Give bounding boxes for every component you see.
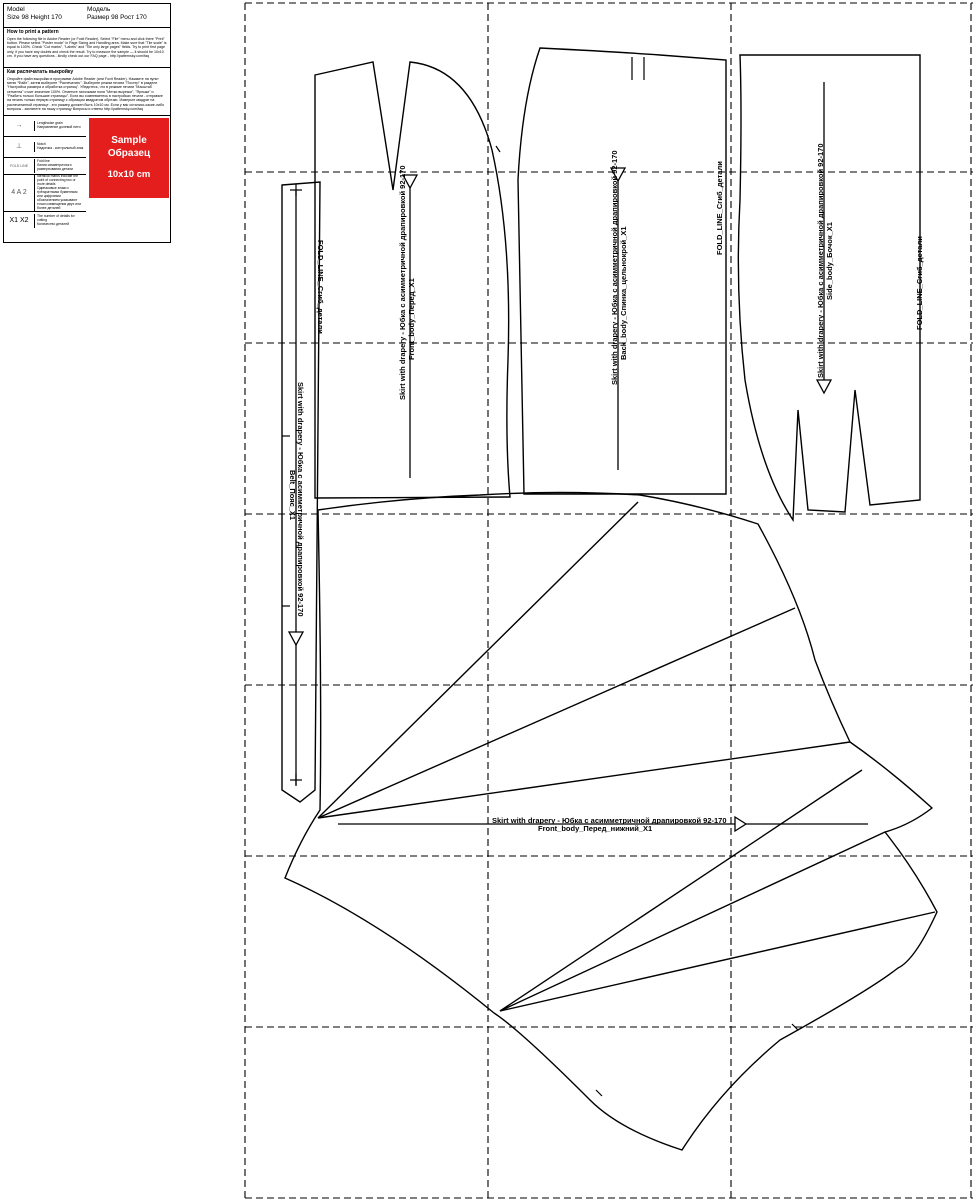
legend-bottom — [4, 116, 170, 242]
model-info-ru — [87, 6, 167, 25]
symbol-row — [4, 212, 86, 230]
sample-label-ru: Образец — [107, 148, 151, 159]
drape-piece-label: Skirt with drapery - Юбка с асимметричной драпировкой 92-170 — [492, 816, 727, 825]
front-piece-sublabel: Front_body_Перед_X1 — [407, 278, 416, 360]
instructions-text: Open the following file in Adobe Reader (or Foxit Reader). Select "File" menu and click there "Print" button. Please select "Poster mode" in Page Sizing and Handling area. Make sure that "Tile scale" is equal to 100%. Check "Cut marks", "Labels" and "Tile only large pages" fields. Try to print first page only, if you have any doubts and check the result. Try to measure the sample — it should be 10x10 cm. If you have any questions - kindly check out our FAQ page - http://patternsky.com/faq — [7, 36, 167, 58]
model-info-en — [7, 6, 87, 25]
grain-arrow — [817, 380, 831, 393]
sample-size: 10x10 cm — [107, 169, 151, 180]
symbol-row — [4, 137, 86, 158]
instructions-title-ru: Как распечатать выкройку — [7, 69, 74, 75]
symbol-desc: Notch Надсечка - контрольный знак — [34, 142, 86, 152]
symbol-row — [4, 158, 86, 175]
symbol-desc: The number of details for cutting Количество деталей — [34, 214, 86, 228]
symbol-desc: Fold line Линия симметричного развертывания детали — [34, 159, 86, 173]
legend-panel — [3, 3, 171, 243]
fold-line-icon: FOLD LINE — [9, 163, 29, 168]
sample-label: Sample — [111, 135, 147, 146]
grain-arrow-icon: → — [15, 121, 23, 129]
side-piece-label: Skirt with drapery - Юбка с асимметричной драпировкой 92-170 — [816, 143, 825, 378]
grain-arrow — [735, 817, 746, 831]
marks-icon: 4 A 2 — [11, 188, 27, 196]
symbol-row — [4, 116, 86, 137]
grain-arrow — [289, 632, 303, 645]
belt-piece-label: Skirt with drapery - Юбка с асимметричной драпировкой 92-170 — [296, 382, 305, 617]
pleat-line — [500, 770, 862, 1011]
front-piece-label: Skirt with drapery - Юбка с асимметричной драпировкой 92-170 — [398, 165, 407, 400]
symbol-legend — [4, 116, 86, 230]
pleat-line — [318, 502, 638, 818]
notch — [596, 1090, 602, 1096]
quantity-icon: X1 X2 — [9, 216, 29, 224]
model-info — [4, 4, 170, 28]
pleat-line — [500, 832, 885, 1011]
symbol-desc: Identical marks indicate the point of connecting two or more details Одинаковые знаки с трёхкратными буквенным или цифровым обозначением указывают точки совмещения двух или более деталей — [34, 174, 86, 211]
model-size-ru: Размер 98 Рост 170 — [87, 13, 147, 21]
notch-icon: ⊥ — [15, 142, 23, 150]
notch — [496, 146, 500, 152]
model-label: Model — [7, 6, 25, 13]
model-size: Size 98 Height 170 — [7, 13, 62, 21]
sample-square — [89, 118, 169, 198]
back-piece-label: Skirt with drapery - Юбка с асимметричной драпировкой 92-170 — [610, 150, 619, 385]
instructions-title: How to print a pattern — [7, 29, 59, 35]
fold-line-label: FOLD_LINE_Сгиб_детали — [915, 236, 924, 330]
fold-line-label: FOLD_LINE_Сгиб_детали — [316, 240, 325, 334]
print-instructions-en — [4, 28, 170, 68]
model-label-ru: Модель — [87, 6, 111, 13]
pleat-line — [318, 742, 850, 818]
pleat-line — [318, 608, 795, 818]
drape-piece-sublabel: Front_body_Перед_нижний_X1 — [538, 824, 653, 833]
symbol-desc: Lengthwise grain Направление долевой нити — [34, 121, 86, 131]
instructions-text-ru: Откройте файл выкройки в программе Adobe Reader (или Foxit Reader). Нажмите на пункт меню "Файл", затем выберите "Распечатать". Выберите режим печати "Постер" в разделе "Настройка размера и обработка страниц". Убедитесь, что в режиме печати "Масштаб сегмента" стоит значение 100%. Отметьте галочками поля "Метки вырезки", "Ярлыки" и "Разбить только большие страницы". Если вы сомневаетесь в настройках печати - отправьте на печать только первую страницу с образцом квадратом обрезки. Измерьте квадрат на распечатанной странице - его размер должен быть 10x10 см. Если у вас остались какие-либо вопросы - заглянете на нашу страницу Вопросы и ответы http://patternsky.com/faq — [7, 76, 165, 111]
back-piece-sublabel: Back_body_Спинка_цельнокрой_X1 — [619, 226, 628, 360]
print-instructions-ru — [4, 68, 170, 116]
fold-line-label: FOLD_LINE_Сгиб_детали — [715, 161, 724, 255]
symbol-row — [4, 175, 86, 212]
pleat-line — [500, 912, 935, 1011]
side-piece-sublabel: Side_body_Бочок_X1 — [825, 222, 834, 300]
tile-grid — [245, 3, 973, 1198]
belt-piece-sublabel: Belt_Пояс_X1 — [288, 470, 297, 521]
